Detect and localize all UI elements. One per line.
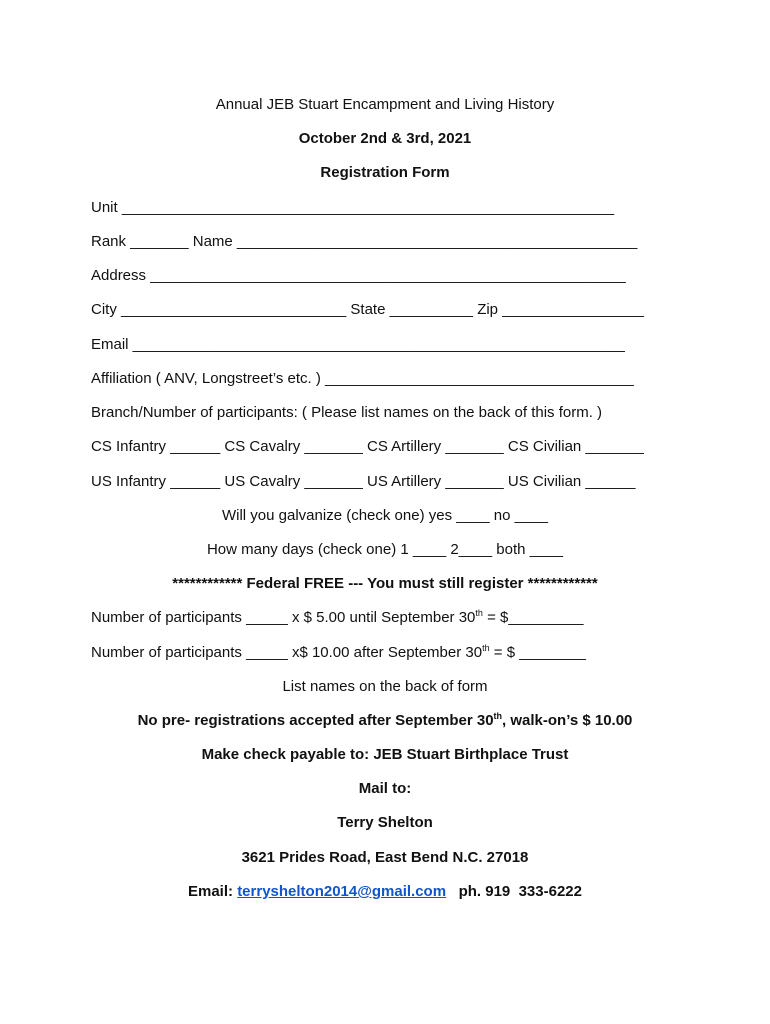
rank-name-field: Rank _______ Name ________________________________________________ <box>91 233 638 250</box>
cs-branch-row: CS Infantry ______ CS Cavalry _______ CS Artillery _______ CS Civilian _______ <box>91 438 644 455</box>
email-field: Email ___________________________________________________________ <box>91 336 625 353</box>
form-title: Registration Form <box>320 164 450 181</box>
late-fee-total: = $ ________ <box>489 644 586 661</box>
city-state-zip-field: City ___________________________ State __________ Zip _________________ <box>91 301 645 318</box>
early-fee-superscript: th <box>475 608 483 618</box>
notice-walk-on: , walk-on’s $ 10.00 <box>502 712 633 729</box>
pre-registration-notice <box>0 711 770 731</box>
early-fee-total: = $_________ <box>482 609 584 626</box>
us-branch-row: US Infantry ______ US Cavalry _______ US Artillery _______ US Civilian ______ <box>91 473 636 490</box>
contact-line <box>0 882 770 902</box>
phone-number: ph. 919 333-6222 <box>446 883 582 900</box>
affiliation-field: Affiliation ( ANV, Longstreet’s etc. ) _____________________________________ <box>91 370 634 387</box>
early-fee-text: Number of participants _____ x $ 5.00 until September 30 <box>91 609 476 626</box>
notice-text: No pre- registrations accepted after September 30 <box>137 712 494 729</box>
notice-superscript: th <box>493 711 503 721</box>
late-fee-line <box>91 643 691 663</box>
contact-name: Terry Shelton <box>337 814 433 831</box>
email-label: Email: <box>188 883 238 900</box>
email-link[interactable]: terryshelton2014@gmail.com <box>237 883 447 900</box>
late-fee-text: Number of participants _____ x$ 10.00 after September 30 <box>91 644 483 661</box>
federal-free-notice: ************ Federal FREE --- You must still register ************ <box>172 575 598 592</box>
days-question: How many days (check one) 1 ____ 2____ both ____ <box>206 541 564 558</box>
check-payable: Make check payable to: JEB Stuart Birthplace Trust <box>201 746 569 763</box>
late-fee-superscript: th <box>482 643 490 653</box>
names-note: List names on the back of form <box>282 678 488 695</box>
mail-to-label: Mail to: <box>358 780 412 797</box>
galvanize-question: Will you galvanize (check one) yes ____ no ____ <box>221 507 549 524</box>
branch-instructions: Branch/Number of participants: ( Please list names on the back of this form. ) <box>91 404 603 421</box>
mailing-address: 3621 Prides Road, East Bend N.C. 27018 <box>241 849 529 866</box>
event-title: Annual JEB Stuart Encampment and Living History <box>215 96 555 113</box>
event-dates: October 2nd & 3rd, 2021 <box>298 130 472 147</box>
address-field: Address _________________________________________________________ <box>91 267 626 284</box>
unit-field: Unit ___________________________________________________________ <box>91 199 615 216</box>
early-fee-line <box>91 608 691 628</box>
